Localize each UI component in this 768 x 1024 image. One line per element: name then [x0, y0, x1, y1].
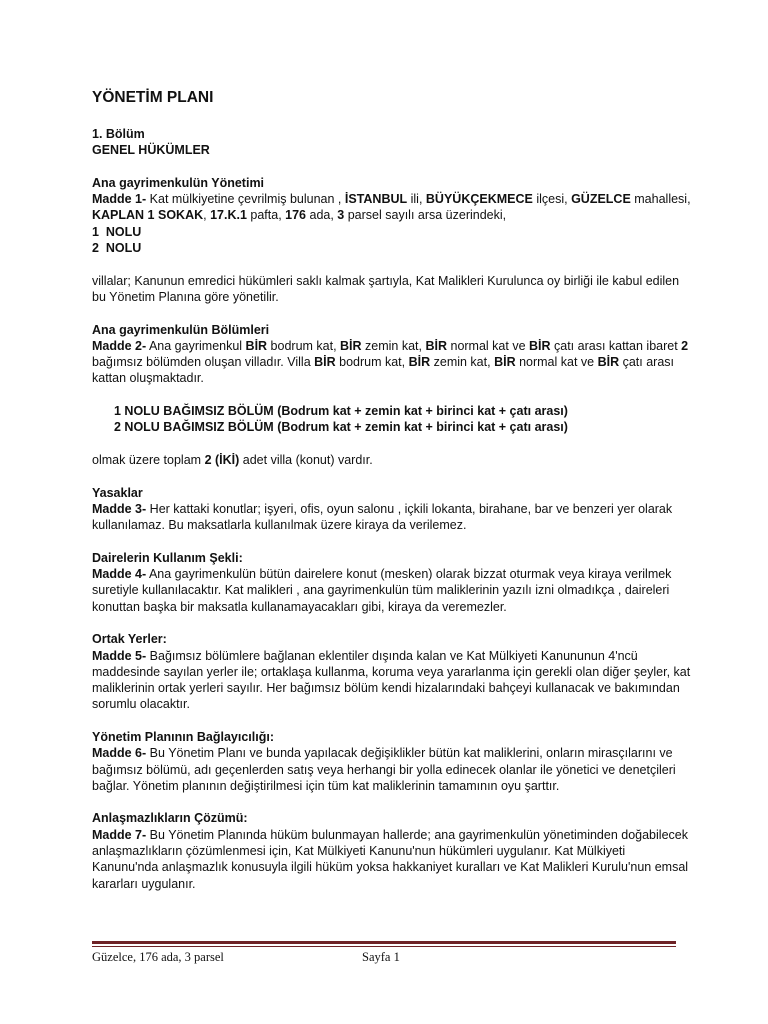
article-2-text: [92, 338, 692, 387]
text-run: ,: [203, 208, 211, 223]
unit-line: 1 NOLU: [92, 224, 142, 239]
text-run: mahallesi,: [630, 192, 691, 207]
parsel-value: 3: [337, 208, 345, 223]
footer-divider-thin: [92, 946, 676, 947]
article-1-text: [92, 191, 692, 224]
bir-word: BİR: [245, 338, 268, 353]
total-count: 2 (İKİ): [204, 452, 240, 467]
ada-value: 176: [285, 208, 307, 223]
text-run: bodrum kat,: [335, 355, 409, 370]
article-1-label: Madde 1-: [92, 192, 147, 207]
section-name: GENEL HÜKÜMLER: [92, 143, 210, 158]
text-run: çatı arası kattan oluşmaktadır.: [92, 355, 674, 386]
bir-word: BİR: [529, 338, 551, 353]
article-2-total: [92, 452, 692, 468]
neighborhood-name: GÜZELCE: [571, 192, 631, 207]
article-6-text: [92, 745, 692, 794]
pafta-value: 17.K.1: [210, 208, 247, 223]
article-6-label: Madde 6-: [92, 746, 147, 761]
independent-unit-line: 1 NOLU BAĞIMSIZ BÖLÜM (Bodrum kat + zemin kat + birinci kat + çatı arası): [114, 404, 568, 419]
text-run: ilçesi,: [532, 192, 572, 207]
text-run: adet villa (konut) vardır.: [239, 452, 373, 467]
text-run: parsel sayılı arsa üzerindeki,: [344, 208, 507, 223]
article-5-text: [92, 648, 692, 713]
text-run: Her kattaki konutlar; işyeri, ofis, oyun salonu , içkili lokanta, birahane, bar ve benzeri yer olarak kullanılamaz. Bu maksatlarla kullanılmak üzere kiraya da verilemez.: [92, 501, 673, 533]
bir-word: BİR: [408, 355, 431, 370]
article-5-label: Madde 5-: [92, 648, 147, 663]
section-number: 1. Bölüm: [92, 127, 145, 141]
text-run: ada,: [306, 208, 338, 223]
article-4-text: [92, 566, 692, 615]
article-3-heading: Yasaklar: [92, 485, 143, 500]
document-page: [92, 88, 692, 892]
district-name: BÜYÜKÇEKMECE: [425, 192, 533, 207]
text-run: ili,: [407, 192, 426, 207]
article-7-text: [92, 827, 692, 892]
article-3-label: Madde 3-: [92, 501, 147, 516]
text-run: Bağımsız bölümlere bağlanan eklentiler dışında kalan ve Kat Mülkiyeti Kanununun 4'ncü maddesinde sayılan yerler ile; ortaklaşa kullanma, koruma veya yararlanma için gerekli olan diğer şeyler, kat maliklerinin ortak yerleri sayılır. Her bağımsız bölüm kendi hizalarındaki bahçeyi kullanacak ve bakımından sorumlu olacaktır.: [92, 648, 691, 712]
text-run: zemin kat,: [361, 338, 426, 353]
footer-divider: [92, 941, 676, 947]
text-run: normal kat ve: [447, 338, 529, 353]
street-name: KAPLAN 1 SOKAK: [92, 208, 204, 223]
article-4-label: Madde 4-: [92, 567, 147, 582]
text-run: Bu Yönetim Planı ve bunda yapılacak değişiklikler bütün kat maliklerini, onların mirasçılarını ve bağımsız bölümü, adı geçenlerden satış veya herhangi bir yolla edinecek olanlar ile yönetici ve denetçileri bağlar. Yönetim planının değiştirilmesi için tüm kat maliklerinin tamamının oyu şarttır.: [92, 746, 676, 793]
text-run: Ana gayrimenkul: [146, 338, 246, 353]
bir-word: BİR: [494, 355, 516, 370]
footer-page-number: Sayfa 1: [362, 950, 400, 964]
document-title: YÖNETİM PLANI: [92, 89, 214, 106]
text-run: çatı arası kattan ibaret: [550, 338, 682, 353]
text-run: normal kat ve: [515, 355, 598, 370]
text-run: Ana gayrimenkulün bütün dairelere konut (mesken) olarak bizzat oturmak veya kiraya verilmek suretiyle kullanılacaktır. Kat malikleri , ana gayrimenkulün tüm maliklerinin yazılı izni olmadıkça , daireleri konuttan başka bir maksatla kullanamayacakları gibi, kiraya da veremezler.: [92, 567, 672, 614]
article-2-label: Madde 2-: [92, 338, 147, 353]
article-3-text: [92, 501, 692, 534]
footer-divider-thick: [92, 941, 676, 944]
article-4-heading: Dairelerin Kullanım Şekli:: [92, 550, 243, 565]
text-run: olmak üzere toplam: [92, 452, 205, 467]
text-run: bağımsız bölümden oluşan villadır. Villa: [92, 355, 315, 370]
article-7-heading: Anlaşmazlıkların Çözümü:: [92, 811, 248, 826]
unit-count: 2: [681, 338, 689, 353]
independent-unit-line: 2 NOLU BAĞIMSIZ BÖLÜM (Bodrum kat + zemin kat + birinci kat + çatı arası): [114, 420, 568, 435]
bir-word: BİR: [314, 355, 336, 370]
article-1-continuation: villalar; Kanunun emredici hükümleri saklı kalmak şartıyla, Kat Malikleri Kurulunca oy birliği ile kabul edilen bu Yönetim Planına göre yönetilir.: [92, 273, 680, 304]
article-7-label: Madde 7-: [92, 827, 147, 842]
text-run: zemin kat,: [430, 355, 495, 370]
text-run: Kat mülkiyetine çevrilmiş bulunan ,: [146, 192, 345, 207]
article-5-heading: Ortak Yerler:: [92, 632, 167, 647]
text-run: Bu Yönetim Planında hüküm bulunmayan hallerde; ana gayrimenkulün yönetiminden doğabilecek anlaşmazlıkların çözümlenmesi için, Kat Mülkiyeti Kanunu'nun hükümleri uygulanır. Kat Mülkiyeti Kanunu'nda anlaşmazlık konusuyla ilgili hüküm yoksa hakkaniyet kuralları ve Kat Malikleri Kurulu'nun emsal kararları uygulanır.: [92, 827, 689, 891]
bir-word: BİR: [597, 355, 620, 370]
unit-line: 2 NOLU: [92, 241, 142, 256]
article-1-heading: Ana gayrimenkulün Yönetimi: [92, 175, 265, 190]
footer-location: Güzelce, 176 ada, 3 parsel: [92, 950, 224, 964]
article-6-heading: Yönetim Planının Bağlayıcılığı:: [92, 729, 274, 744]
text-run: bodrum kat,: [267, 338, 341, 353]
text-run: pafta,: [246, 208, 286, 223]
bir-word: BİR: [340, 338, 362, 353]
city-name: İSTANBUL: [344, 192, 408, 207]
article-2-heading: Ana gayrimenkulün Bölümleri: [92, 322, 270, 337]
bir-word: BİR: [425, 338, 448, 353]
